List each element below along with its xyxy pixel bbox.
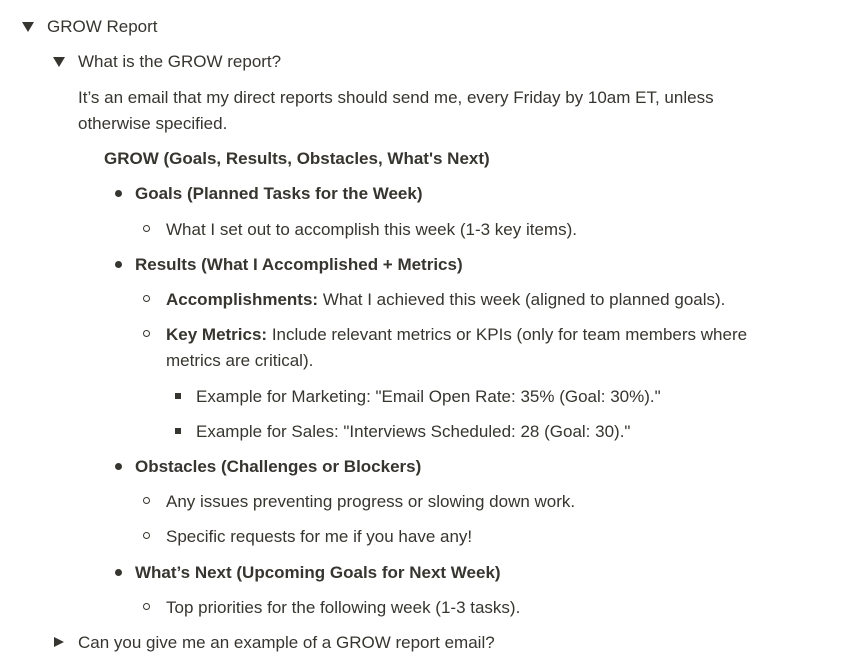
- grow-example-toggle-button[interactable]: [51, 632, 71, 654]
- obstacles-title: Obstacles (Challenges or Blockers): [135, 457, 422, 476]
- bullet-circle-icon: [143, 330, 150, 337]
- grow-report-title: GROW Report: [47, 17, 158, 36]
- marketing-example: Example for Marketing: "Email Open Rate: 35% (Goal: 30%).": [196, 387, 661, 406]
- key-metrics-text-continued: metrics are critical).: [166, 351, 314, 370]
- whats-next-item: Top priorities for the following week (1-3 tasks).: [166, 598, 521, 617]
- grow-report-toggle-button[interactable]: [18, 16, 38, 38]
- triangle-down-icon: [53, 57, 65, 67]
- bullet-square-icon: [175, 428, 181, 434]
- triangle-down-icon: [22, 22, 34, 32]
- bullet-square-icon: [175, 393, 181, 399]
- bullet-circle-icon: [143, 603, 150, 610]
- description-line-1: It’s an email that my direct reports should send me, every Friday by 10am ET, unless: [78, 88, 714, 107]
- description-line-2: otherwise specified.: [78, 114, 228, 133]
- bullet-disc-icon: [115, 190, 122, 197]
- goals-title: Goals (Planned Tasks for the Week): [135, 184, 423, 203]
- accomplishments-text: What I achieved this week (aligned to planned goals).: [318, 290, 726, 309]
- bullet-circle-icon: [143, 295, 150, 302]
- key-metrics-text: Include relevant metrics or KPIs (only for team members where: [267, 325, 748, 344]
- goals-item: What I set out to accomplish this week (1-3 key items).: [166, 220, 577, 239]
- obstacles-item: Specific requests for me if you have any!: [166, 527, 473, 546]
- bullet-circle-icon: [143, 497, 150, 504]
- what-is-grow-question: What is the GROW report?: [78, 52, 282, 71]
- whats-next-title: What’s Next (Upcoming Goals for Next Week): [135, 563, 501, 582]
- bullet-circle-icon: [143, 225, 150, 232]
- bullet-circle-icon: [143, 532, 150, 539]
- key-metrics-item: [166, 324, 747, 346]
- sales-example: Example for Sales: "Interviews Scheduled: 28 (Goal: 30).": [196, 422, 631, 441]
- bullet-disc-icon: [115, 463, 122, 470]
- bullet-disc-icon: [115, 569, 122, 576]
- accomplishments-item: [166, 289, 725, 311]
- triangle-right-icon: [54, 637, 64, 647]
- what-is-grow-toggle-button[interactable]: [49, 51, 69, 73]
- results-title: Results (What I Accomplished + Metrics): [135, 255, 463, 274]
- obstacles-item: Any issues preventing progress or slowing down work.: [166, 492, 576, 511]
- bullet-disc-icon: [115, 261, 122, 268]
- grow-example-question: Can you give me an example of a GROW report email?: [78, 633, 495, 652]
- grow-acronym-heading: GROW (Goals, Results, Obstacles, What's Next): [104, 149, 490, 168]
- accomplishments-label: Accomplishments:: [166, 290, 319, 309]
- key-metrics-label: Key Metrics:: [166, 325, 268, 344]
